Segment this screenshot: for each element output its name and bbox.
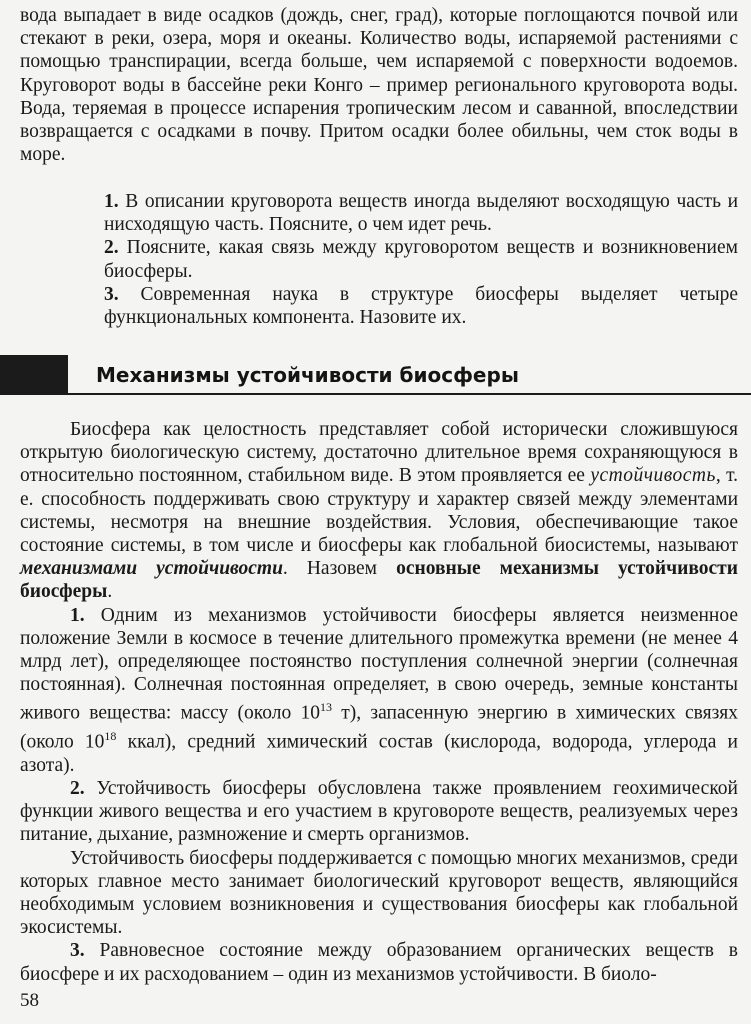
body-paragraph <box>20 847 738 940</box>
item-number: 2. <box>70 778 85 800</box>
intro-paragraph: вода выпадает в виде осадков (дождь, снег, град), которые поглощаются почвой или стекают в реки, озера, моря и океаны. Количество воды, испаряемой растениями с помощью транспирации, всегда больше, чем испаряемой с поверхности водоемов. Круговорот воды в бассейне реки Конго – пример регионального круговорота воды. Вода, теряемая в процессе испарения тропическим лесом и саванной, впоследствии возвращается с осадками в почву. Притом осадки более обильны, чем сток воды в море. <box>20 5 738 166</box>
body-paragraph <box>20 418 738 604</box>
item-number: 3. <box>70 940 85 962</box>
text-run: т), запасенную энергию в химических связях (около 10 <box>20 702 738 753</box>
text-run: Одним из механизмов устойчивости биосферы является неизменное положение Земли в космосе в течение длительного промежутка времени (не менее 4 млрд лет), определяющее постоянство поступления солнечной энергии (солнечная постоянная). Солнечная постоянная определяет, в свою очередь, земные константы живого вещества: массу (около 10 <box>20 604 738 724</box>
question-number: 2. <box>104 237 119 259</box>
question-text: Современная наука в структуре биосферы выделяет четыре функциональных компонента. Назовите их. <box>104 283 738 329</box>
item-number: 1. <box>70 604 85 626</box>
question-item <box>104 190 738 236</box>
exponent: 18 <box>104 729 117 744</box>
section-marker-bar <box>0 355 68 395</box>
question-number: 1. <box>104 191 119 212</box>
term-stability: устойчивость <box>590 465 716 487</box>
question-item <box>104 236 738 282</box>
body-paragraph <box>20 604 738 777</box>
exponent: 13 <box>320 700 332 715</box>
section-body <box>20 418 738 986</box>
text-run: , т. е. способность поддерживать свою структуру и характер связей между элементами системы, несмотря на внешние воздействия. Условия, обеспечивающие такое состояние системы, в том числе и биосферы как глобальной биосистемы, называют <box>20 465 739 557</box>
text-run: Устойчивость биосферы обусловлена также проявлением геохимической функции живого вещества и его участием в круговороте веществ, реализуемых через питание, дыхание, размножение и смерть организмов. <box>20 778 738 846</box>
bold-phrase: основные механизмы устойчивости биосферы <box>20 558 738 603</box>
page-number: 58 <box>20 990 39 1011</box>
review-questions <box>104 190 738 329</box>
body-paragraph <box>20 939 738 985</box>
body-paragraph <box>20 777 738 847</box>
text-run: . Назовем <box>282 558 397 580</box>
term-mechanisms: механизмами устойчивости <box>20 558 283 580</box>
text-run: Равновесное состояние между образованием органических веществ в биосфере и их расходованием – один из механизмов устойчивости. В биоло- <box>20 940 738 985</box>
section-underline <box>68 393 751 395</box>
text-run: Устойчивость биосферы поддерживается с помощью многих механизмов, среди которых главное место занимает биологический круговорот веществ, являющийся необходимым условием возникновения и существования биосферы как глобальной экосистемы. <box>20 847 738 939</box>
question-text: В описании круговорота веществ иногда выделяют восходящую часть и нисходящую часть. Поясните, о чем идет речь. <box>104 191 739 236</box>
text-run: . <box>107 581 113 603</box>
question-text: Поясните, какая связь между круговоротом веществ и возникновением биосферы. <box>104 237 738 282</box>
text-run: Биосфера как целостность представляет собой исторически сложившуюся открытую биологическую систему, достаточно длительное время сохраняющуюся в относительно постоянном, стабильном виде. В этом проявляется ее <box>20 419 738 487</box>
text-run: ккал), средний химический состав (кислорода, водорода, углерода и азота). <box>20 731 738 776</box>
question-number: 3. <box>104 283 119 305</box>
question-item <box>104 283 738 329</box>
section-title: Механизмы устойчивости биосферы <box>96 363 519 387</box>
